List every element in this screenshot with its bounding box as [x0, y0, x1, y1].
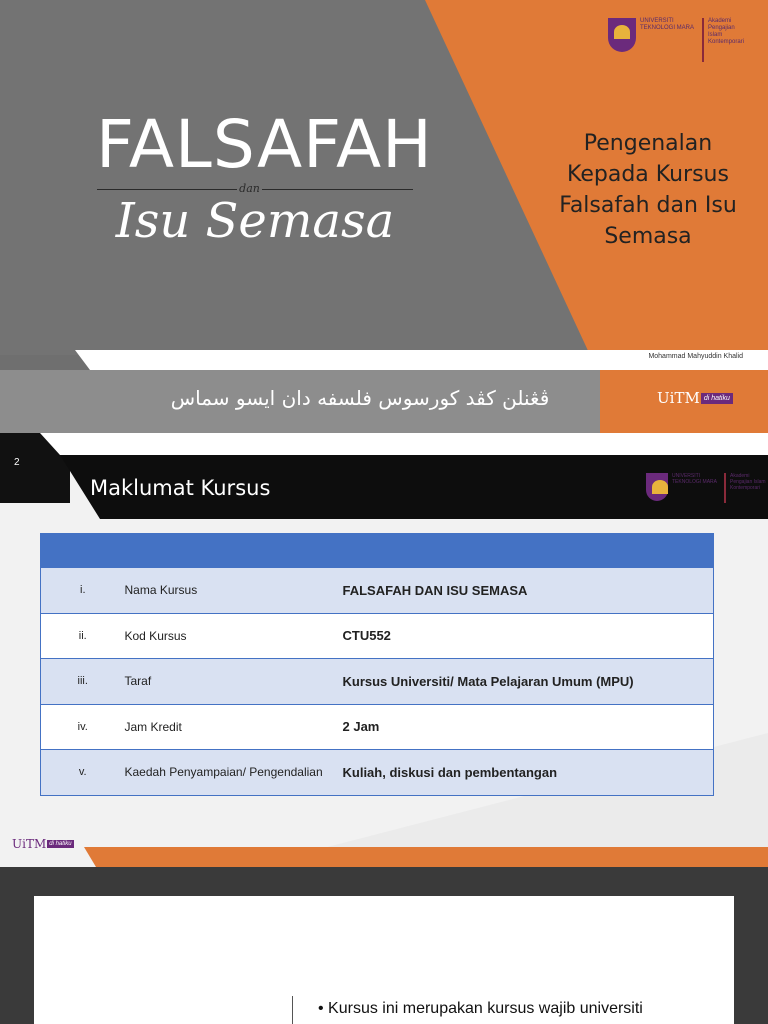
slide-3 [34, 896, 734, 1024]
uitm-logo: UNIVERSITI TEKNOLOGI MARA Akademi Pengajian Islam Kontemporari [608, 18, 748, 62]
slide-subtitle: Pengenalan Kepada Kursus Falsafah dan Isu Semasa [559, 131, 737, 249]
title-script: Isu Semasa [115, 193, 395, 249]
jawi-title: ڤڠنلن كڤد كورسوس فلسفه دان ايسو سماس [170, 386, 550, 410]
course-info-table [40, 533, 714, 796]
table-row: iii. Taraf Kursus Universiti/ Mata Pelajaran Umum (MPU) [41, 659, 714, 705]
bullet-text: • Kursus ini merupakan kursus wajib universiti [318, 1000, 643, 1017]
uitm-crest-icon [608, 18, 636, 52]
course-info-slide [0, 433, 768, 867]
uitm-crest-icon [646, 473, 668, 501]
table-row: i. Nama Kursus FALSAFAH DAN ISU SEMASA [41, 568, 714, 614]
uitm-badge: UiTM di hatiku [657, 387, 739, 409]
title-connector: dan [239, 182, 260, 195]
slide-number: 2 [14, 457, 20, 468]
title-main: FALSAFAH [96, 106, 433, 183]
uitm-badge-footer: UiTM di hatiku [12, 837, 72, 851]
divider-line [292, 996, 293, 1024]
title-slide [0, 0, 768, 433]
table-row: ii. Kod Kursus CTU552 [41, 613, 714, 659]
table-row: iv. Jam Kredit 2 Jam [41, 704, 714, 750]
table-header-row [41, 534, 714, 568]
uitm-logo-small: UNIVERSITI TEKNOLOGI MARA Akademi Pengajian Islam Kontemporari [646, 473, 768, 503]
slide-title: Maklumat Kursus [90, 476, 271, 500]
author-name: Mohammad Mahyuddin Khalid [648, 353, 743, 360]
table-row: v. Kaedah Penyampaian/ Pengendalian Kuliah, diskusi dan pembentangan [41, 750, 714, 796]
